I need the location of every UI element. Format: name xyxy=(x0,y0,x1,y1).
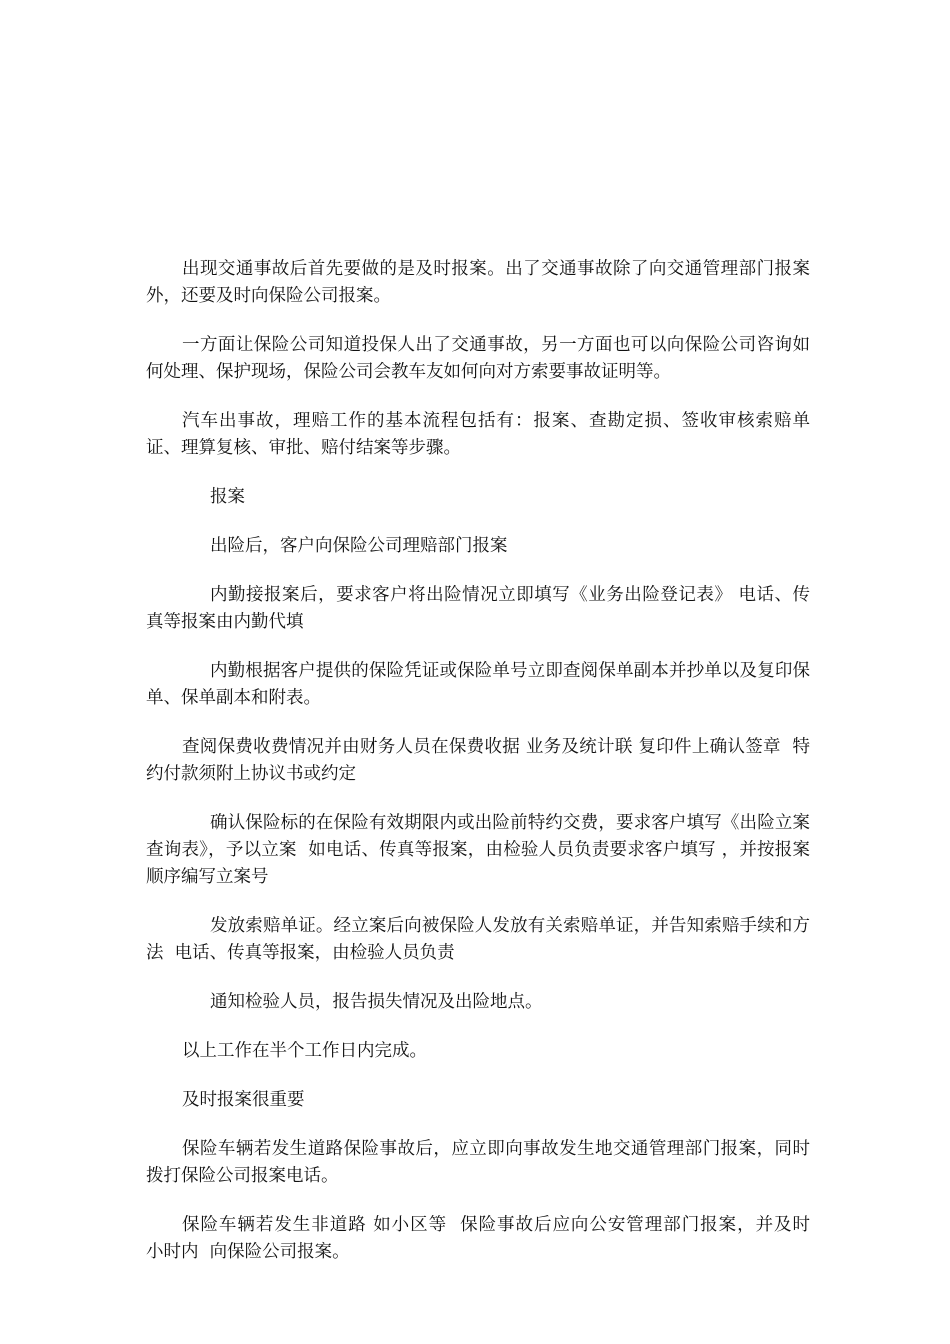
paragraph-claim-process: 汽车出事故，理赔工作的基本流程包括有：报案、查勘定损、签收审核索赔单证、理算复核、审批、赔付结案等步骤。 xyxy=(146,411,810,458)
paragraph-half-day: 以上工作在半个工作日内完成。 xyxy=(182,1041,427,1061)
paragraph-notify-inspector: 通知检验人员，报告损失情况及出险地点。 xyxy=(210,992,543,1012)
paragraph-confirm-filing: 确认保险标的在保险有效期限内或出险前特约交费，要求客户填写《出险立案查询表》，予以立案 如电话、传真等报案，由检验人员负责要求客户填写 ，并按报案顺序编写立案号 xyxy=(146,813,810,887)
paragraph-internal-register: 内勤接报案后，要求客户将出险情况立即填写《业务出险登记表》 电话、传真等报案由内勤代填 xyxy=(146,585,810,632)
heading-report: 报案 xyxy=(210,487,245,507)
heading-timely-report: 及时报案很重要 xyxy=(182,1090,305,1110)
paragraph-after-accident: 出险后，客户向保险公司理赔部门报案 xyxy=(210,536,508,556)
paragraph-issue-documents: 发放索赔单证。经立案后向被保险人发放有关索赔单证，并告知索赔手续和方法 电话、传真等报案，由检验人员负责 xyxy=(146,916,810,963)
document-body xyxy=(146,256,849,1288)
paragraph-road-accident: 保险车辆若发生道路保险事故后，应立即向事故发生地交通管理部门报案，同时拨打保险公司报案电话。 xyxy=(146,1139,810,1186)
paragraph-check-premium: 查阅保费收费情况并由财务人员在保费收据 业务及统计联 复印件上确认签章 特约付款须附上协议书或约定 xyxy=(146,737,810,784)
paragraph-check-policy: 内勤根据客户提供的保险凭证或保险单号立即查阅保单副本并抄单以及复印保单、保单副本和附表。 xyxy=(146,661,810,708)
paragraph-non-road-accident: 保险车辆若发生非道路 如小区等 保险事故后应向公安管理部门报案，并及时 小时内 向保险公司报案。 xyxy=(146,1215,849,1262)
paragraph-purpose: 一方面让保险公司知道投保人出了交通事故，另一方面也可以向保险公司咨询如何处理、保护现场，保险公司会教车友如何向对方索要事故证明等。 xyxy=(146,335,810,382)
paragraph-report-first: 出现交通事故后首先要做的是及时报案。出了交通事故除了向交通管理部门报案外，还要及时向保险公司报案。 xyxy=(146,259,810,306)
